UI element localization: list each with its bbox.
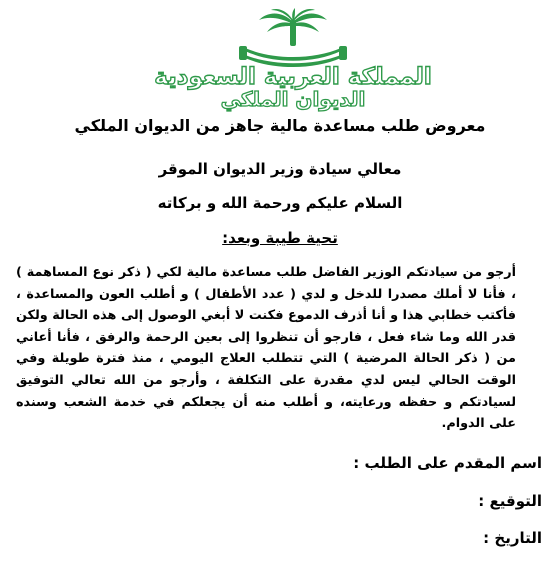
addressee-line: معالي سيادة وزير الديوان الموقر: [158, 160, 402, 178]
letter-body: أرجو من سيادتكم الوزير الفاضل طلب مساعدة مالية لكي ( ذكر نوع المساهمة ) ، فأنا لا أملك مصدرا للدخل و لدي ( عدد الأطفال ) و أطلب العون والمساعدة ، فأكتب خطابي هذا و أنا أذرف الدموع فكنت لا أبغي الوصول إلى هذه الحالة ولكن قدر الله وما شاء فعل ، فارجو أن تنظروا إلى بعين الرحمة والرفق ، فأنا أعاني من ( ذكر الحالة المرضية ) التي تتطلب العلاج اليومي ، منذ فترة طويلة وفي الوقت الحالي ليس لدي مقدرة على التكلفة ، وأرجو من الله تعالي التوفيق لسيادتكم و حفظه ورعايته، و أطلب منه أن يجعلكم في خدمة الشعب وسنده على الدوام.: [16, 265, 516, 432]
letterhead-logo: [83, 8, 503, 111]
letterhead-line-1: المملكة العربية السعودية: [154, 64, 432, 90]
document-title: معروض طلب مساعدة مالية جاهز من الديوان الملكي: [74, 116, 486, 135]
signature-field: التوقيع :: [478, 492, 542, 510]
date-field: التاريخ :: [483, 529, 542, 547]
letterhead-line-2: الديوان الملكي: [220, 87, 366, 111]
greeting-line: السلام عليكم ورحمة الله و بركاته: [157, 194, 403, 212]
salutation-line: تحية طيبة وبعد:: [222, 229, 338, 247]
applicant-name-field: اسم المقدم على الطلب :: [353, 454, 542, 472]
palm-and-swords-emblem-icon: [233, 8, 353, 68]
